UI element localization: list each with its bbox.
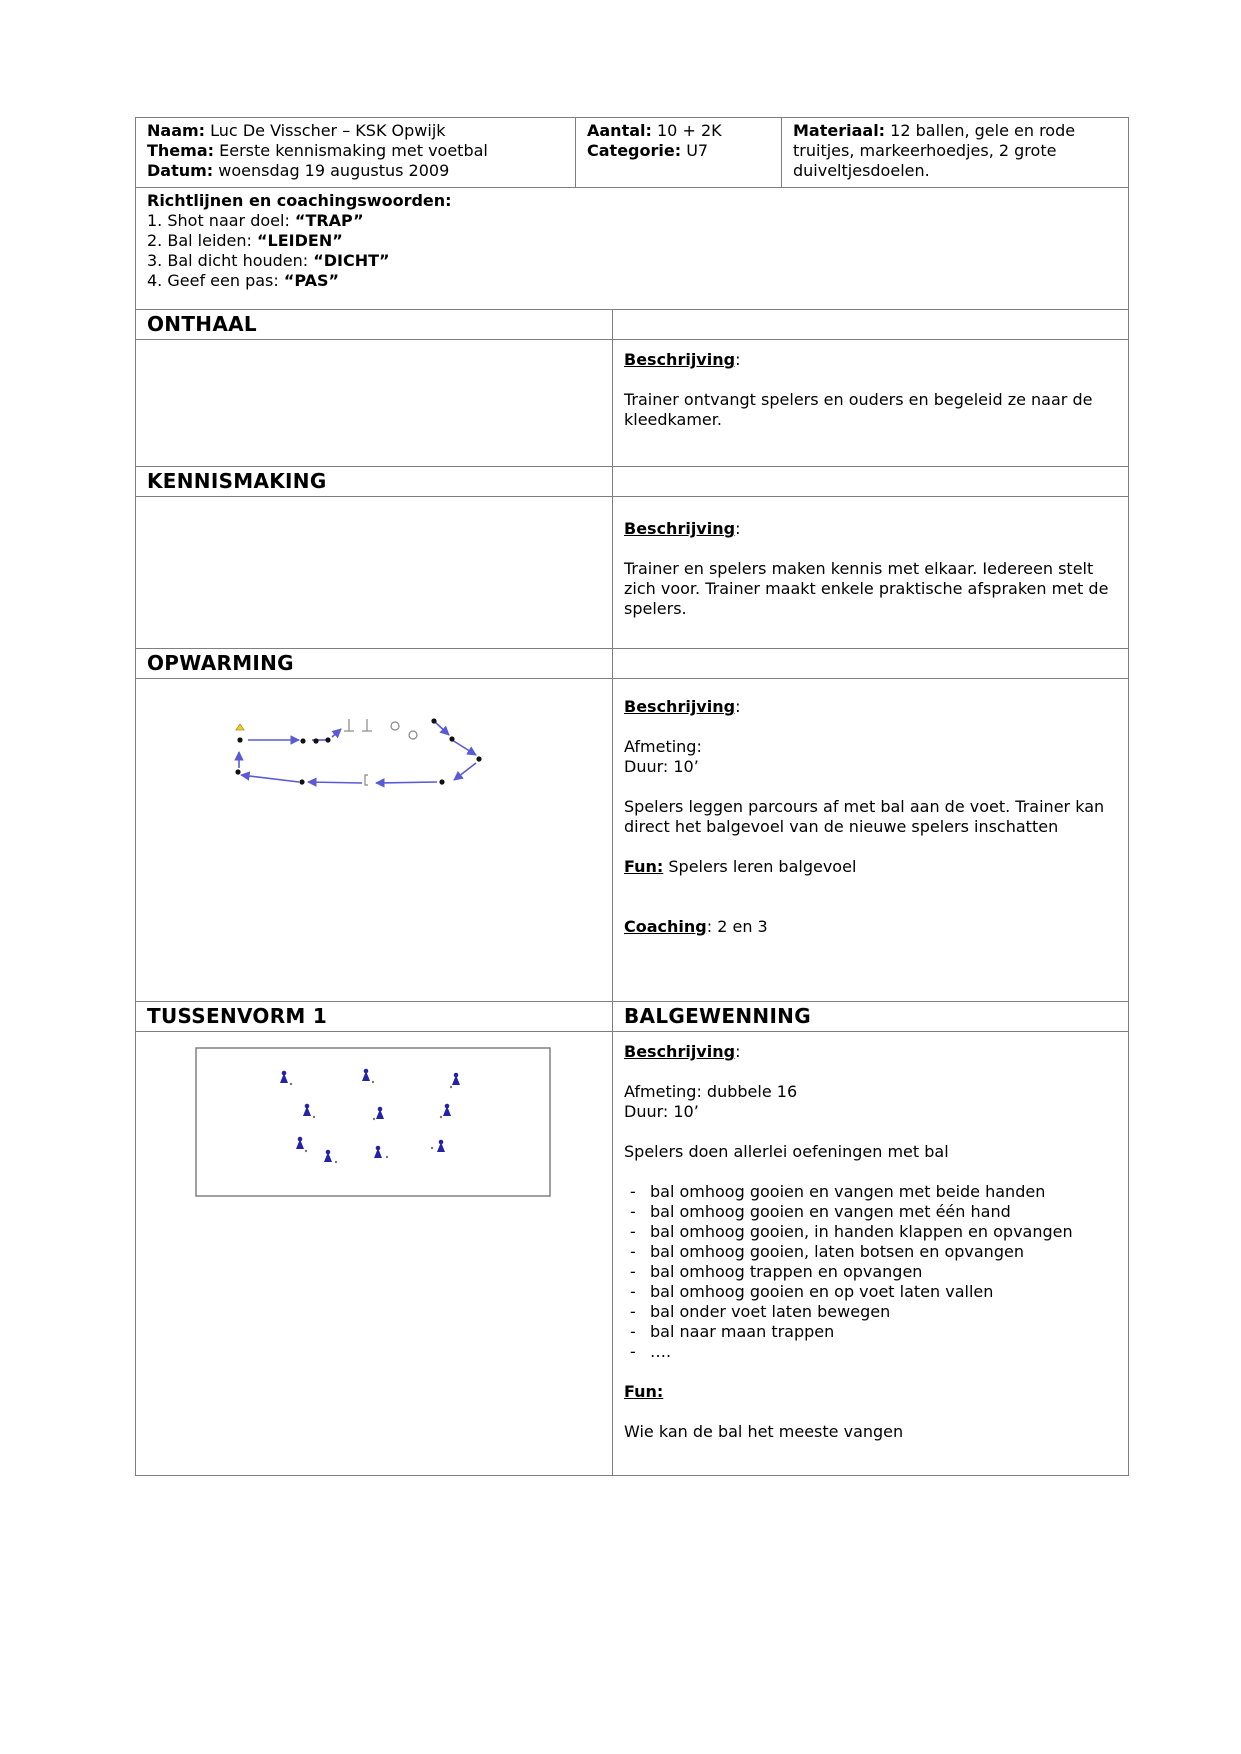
header-count-cell <box>576 118 782 187</box>
list-item: - bal omhoog trappen en opvangen <box>624 1262 1117 1282</box>
list-item: - bal omhoog gooien en op voet laten vallen <box>624 1282 1117 1302</box>
fun-label: Fun: <box>624 857 664 876</box>
categorie-value: U7 <box>686 141 709 160</box>
afmeting-text: Afmeting: dubbele 16 <box>624 1082 798 1101</box>
fun-text: Wie kan de bal het meeste vangen <box>624 1422 904 1441</box>
coaching-label: Coaching <box>624 917 707 936</box>
naam-label: Naam: <box>147 121 206 140</box>
intro-text: Spelers doen allerlei oefeningen met bal <box>624 1142 949 1161</box>
header-row <box>135 117 1129 187</box>
fun-text: Spelers leren balgevoel <box>663 857 857 876</box>
diagram-cell <box>136 340 613 466</box>
description-cell: Beschrijving: Trainer en spelers maken kennis met elkaar. Iedereen stelt zich voor. Trainer maakt enkele praktische afspraken met de spelers. <box>613 497 1128 648</box>
aantal-label: Aantal: <box>587 121 652 140</box>
afmeting-text: Afmeting: <box>624 737 702 756</box>
header-info-cell <box>136 118 576 187</box>
list-item: - bal omhoog gooien en vangen met beide handen <box>624 1182 1117 1202</box>
fun-label: Fun: <box>624 1382 664 1401</box>
section-title: OPWARMING <box>136 649 613 678</box>
diagram-cell <box>136 679 613 1001</box>
duur-text: Duur: 10’ <box>624 1102 699 1121</box>
section-header-tussenvorm <box>135 1001 1129 1031</box>
guideline-item: 2. Bal leiden: “LEIDEN” <box>147 231 343 250</box>
list-item: - bal omhoog gooien, in handen klappen en opvangen <box>624 1222 1117 1242</box>
categorie-label: Categorie: <box>587 141 682 160</box>
description-text: Trainer en spelers maken kennis met elkaar. Iedereen stelt zich voor. Trainer maakt enkele praktische afspraken met de spelers. <box>624 559 1109 618</box>
exercise-list <box>624 1182 1117 1362</box>
section-right-title: BALGEWENNING <box>624 1004 811 1028</box>
guideline-item: 3. Bal dicht houden: “DICHT” <box>147 251 390 270</box>
section-right-title <box>613 310 1128 339</box>
session-sheet <box>135 117 1129 1476</box>
diagram-cell <box>136 497 613 648</box>
thema-label: Thema: <box>147 141 215 160</box>
description-text: Trainer ontvangt spelers en ouders en begeleid ze naar de kleedkamer. <box>624 390 1093 429</box>
thema-value: Eerste kennismaking met voetbal <box>219 141 488 160</box>
beschrijving-label: Beschrijving <box>624 1042 736 1061</box>
section-body-tussenvorm <box>135 1031 1129 1476</box>
section-title: ONTHAAL <box>136 310 613 339</box>
guidelines-title: Richtlijnen en coachingswoorden: <box>147 191 452 210</box>
naam-value: Luc De Visscher – KSK Opwijk <box>210 121 446 140</box>
list-item: - bal naar maan trappen <box>624 1322 1117 1342</box>
materiaal-label: Materiaal: <box>793 121 886 140</box>
header-material-cell <box>782 118 1128 187</box>
beschrijving-label: Beschrijving <box>624 350 736 369</box>
beschrijving-label: Beschrijving <box>624 697 736 716</box>
materiaal-value: 12 ballen, gele en rode truitjes, markeerhoedjes, 2 grote duiveltjesdoelen. <box>793 121 1076 180</box>
coaching-text: : 2 en 3 <box>706 917 768 936</box>
description-cell: Beschrijving: Afmeting: dubbele 16 Duur: 10’ Spelers doen allerlei oefeningen met bal - bal omhoog gooien en vangen met beide handen - bal omhoog gooien en vangen met één hand - bal omhoog gooien, in handen klappen en opvangen - bal omhoog gooien, laten botsen en opvangen - bal omhoog trappen en opvangen - bal omhoog gooien en op voet laten vallen - bal onder voet laten bewegen - bal naar maan trappen - …. Fun: Wie kan de bal het meeste vangen <box>613 1032 1128 1475</box>
parcours-diagram <box>136 679 613 1001</box>
duur-text: Duur: 10’ <box>624 757 699 776</box>
datum-label: Datum: <box>147 161 214 180</box>
field-outline <box>196 1048 550 1196</box>
section-body-opwarming <box>135 678 1129 1001</box>
section-right-title <box>613 649 1128 678</box>
guideline-item: 4. Geef een pas: “PAS” <box>147 271 340 290</box>
guideline-item: 1. Shot naar doel: “TRAP” <box>147 211 364 230</box>
list-item: - bal omhoog gooien, laten botsen en opvangen <box>624 1242 1117 1262</box>
section-header-opwarming <box>135 648 1129 678</box>
section-body-onthaal <box>135 339 1129 466</box>
section-title: KENNISMAKING <box>136 467 613 496</box>
section-title: TUSSENVORM 1 <box>136 1002 613 1031</box>
section-header-onthaal <box>135 309 1129 339</box>
diagram-cell <box>136 1032 613 1475</box>
description-cell: Beschrijving: Trainer ontvangt spelers en ouders en begeleid ze naar de kleedkamer. <box>613 340 1128 466</box>
section-header-kennismaking <box>135 466 1129 496</box>
description-cell: Beschrijving: Afmeting: Duur: 10’ Spelers leggen parcours af met bal aan de voet. Trainer kan direct het balgevoel van de nieuwe spelers inschatten Fun: Spelers leren balgevoel Coaching: 2 en 3 <box>613 679 1128 1001</box>
field-diagram <box>136 1032 613 1475</box>
section-body-kennismaking <box>135 496 1129 648</box>
list-item: - …. <box>624 1342 1117 1362</box>
beschrijving-label: Beschrijving <box>624 519 736 538</box>
guidelines-cell <box>135 187 1129 309</box>
aantal-value: 10 + 2K <box>657 121 722 140</box>
list-item: - bal onder voet laten bewegen <box>624 1302 1117 1322</box>
list-item: - bal omhoog gooien en vangen met één hand <box>624 1202 1117 1222</box>
description-text: Spelers leggen parcours af met bal aan de voet. Trainer kan direct het balgevoel van de nieuwe spelers inschatten <box>624 797 1105 836</box>
section-right-title <box>613 467 1128 496</box>
datum-value: woensdag 19 augustus 2009 <box>218 161 450 180</box>
